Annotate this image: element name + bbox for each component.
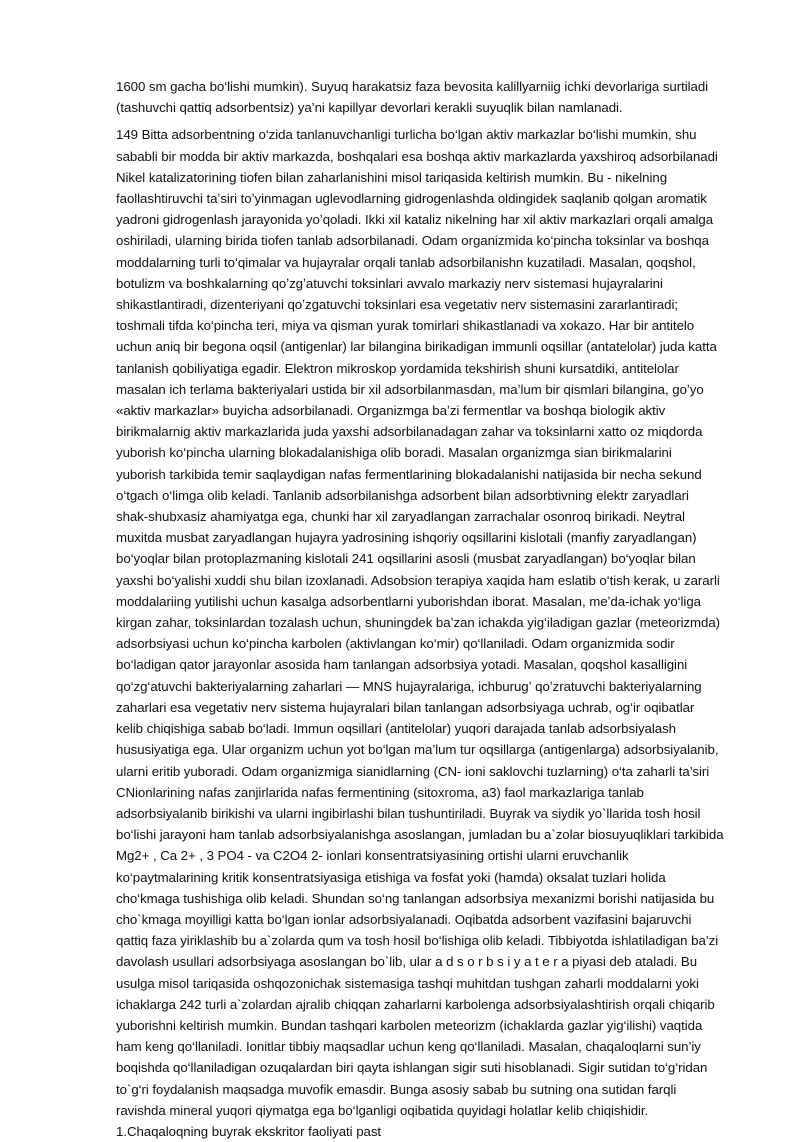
paragraph-adsorption: 149 Bitta adsorbentning o‘zida tanlanuvchanligi turlicha bo‘lgan aktiv markazlar bo‘lishi mumkin, shu sababli bir modda bir aktiv markazda, boshqalari esa boshqa aktiv markazlarda yaxshiroq adsorbilanadi Nikel katalizatorining tiofen bilan zaharlanishini misol tariqasida keltirish mumkin. Bu - nikelning faollashtiruvchi taʼsiri toʼyinmagan uglevodlarning gidrogenlashda oldingidek saqlanib qolgan aromatik yadroni gidrogenlash jarayonida yoʼqoladi. Ikki xil kataliz nikelning har xil aktiv markazlari orqali amalga oshiriladi, ularning birida tiofen tanlab adsorbilanadi. Odam organizmida ko‘pincha toksinlar va boshqa moddalarning turli to‘qimalar va hujayralar orqali tanlab adsorbilanishn kuzatiladi. Masalan, qoqshol, botulizm va boshkalarning qoʼzgʼatuvchi toksinlari avvalo markaziy nerv sistemasi hujayralarini shikastlantiradi, dizenteriyani qoʼzgatuvchi toksinlari esa vegetativ nerv sistemasini zararlantiradi; toshmali tifda ko‘pincha teri, miya va qisman yurak tomirlari shikastlanadi va xokazo. Har bir antitelo uchun aniq bir begona oqsil (antigenlar) lar bilangina birikadigan immunli oqsillar (antatelolar) juda katta tanlanish qobiliyatiga egadir. Elektron mikroskop yordamida tekshirish shuni kursatdiki, antitelolar masalan ich terlama bakteriyalari ustida bir xil adsorbilanmasdan, maʼlum bir qismlari bilangina, goʼyo «aktiv markazlar» buyicha adsorbilanadi. Organizmga baʼzi fermentlar va boshqa biologik aktiv birikmalarnig aktiv markazlarida juda yaxshi adsorbilanadagan zahar va toksinlarni xatto oz miqdorda yuborish ko‘pincha ularning blokadalanishiga olib boradi. Masalan organizmga sian birikmalarini yuborish tarkibida temir saqlaydigan nafas fermentlarining blokadalanishi natijasida bir necha sekund o‘tgach o‘limga olib keladi. Tanlanib adsorbilanishga adsorbent bilan adsorbtivning elektr zaryadlari shak-shubxasiz ahamiyatga ega, chunki har xil zaryadlangan zarrachalar osonroq birikadi. Neytral muxitda musbat zaryadlangan hujayra yadrosining ishqoriy oqsillarini kislotali (manfiy zaryadlangan) bo‘yoqlar bilan protoplazmaning kislotali 241 oqsillarini asosli (musbat zaryadlangan) bo‘yoqlar bilan yaxshi bo‘yalishi xuddi shu bilan izoxlanadi. Adsobsion terapiya xaqida ham eslatib o‘tish kerak, u zararli moddalariing yutilishi uchun kasalga adsorbentlarni yuborishdan iborat. Masalan, meʼda-ichak yo‘liga kirgan zahar, toksinlardan tozalash uchun, shuningdek baʼzan ichakda yig‘iladigan gazlar (meteorizmda) adsorbsiyasi uchun ko‘pincha karbolen (aktivlangan ko‘mir) qo‘llaniladi. Odam organizmida sodir bo‘ladigan qator jarayonlar asosida ham tanlangan adsorbsiya yotadi. Masalan, qoqshol kasalligini qo‘zg‘atuvchi bakteriyalarning zaharlari — MNS hujayralariga, ichburugʼ qoʼzratuvchi bakteriyalarning zaharlari esa vegetativ nerv sistema hujayralari bilan tanlangan adsorbsiyaga uchrab, og‘ir oqibatlar kelib chiqishiga sabab bo‘ladi. Immun oqsillari (antitelolar) yuqori darajada tanlab adsorbsiyalash hususiyatiga ega. Ular organizm uchun yot bo‘lgan ma’lum tur oqsillarga (antigenlarga) adsorbsiyalanib, ularni eritib yuboradi. Odam organizmiga sianidlarning (CN- ioni saklovchi tuzlarning) o‘ta zaharli ta’siri CNionlarining nafas zanjirlarida nafas fermentining (sitoxroma, a3) faol markazlariga tanlab adsorbsiyalanib birikishi va ularni ingibirlashi bilan tushuntiriladi. Buyrak va siydik yo`llarida tosh hosil bo‘lishi jarayoni ham tanlab adsorbsiyalanishga asoslangan, jumladan bu a`zolar biosuyuqliklari tarkibida Mg2+ , Ca 2+ , 3 PO4 - va C2O4 2- ionlari konsentratsiyasining ortishi ularni eruvchanlik ko‘paytmalarining kritik konsentratsiyasiga etishiga va fosfat yoki (hamda) oksalat tuzlari holida cho‘kmaga tushishiga olib keladi. Shundan so‘ng tanlangan adsorbsiya mexanizmi borishi natijasida bu cho`kmaga moyilligi katta bo‘lgan ionlar adsorbsiyalanadi. Oqibatda adsorbent vazifasini bajaruvchi qattiq faza yiriklashib bu a`zolarda qum va tosh hosil bo‘lishiga olib keladi. Tibbiyotda ishlatiladigan ba’zi davolash usullari adsorbsiyaga asoslangan bo`lib, ular a d s o r b s i y a t e r a piyasi deb ataladi. Bu usulga misol tariqasida oshqozonichak sistemasiga tashqi muhitdan tushgan zaharli moddalarni yoki ichaklarga 242 turli a`zolardan ajralib chiqqan zaharlarni karbolenga adsorbsiyalashtirish orqali chiqarib yuborishni keltirish mumkin. Bundan tashqari karbolen meteorizm (ichaklarda gazlar yig‘ilishi) vaqtida ham keng qo‘llaniladi. Ionitlar tibbiy maqsadlar uchun keng qo‘llaniladi. Masalan, chaqaloqlarni sun’iy boqishda qo‘llaniladigan ozuqalardan biri qayta ishlangan sigir suti hisoblanadi. Sigir sutidan to‘g‘ridan to`g‘ri foydalanish maqsadga muvofik emasdir. Bunga asosiy sabab bu sutning ona sutidan farqli ravishda mineral yuqori qiymatga ega bo‘lganligi oqibatida quyidagi holatlar kelib chiqishidir. 1.Chaqaloqning buyrak ekskritor faoliyati past	[116, 127, 724, 1139]
document-page	[116, 76, 724, 1142]
paragraph-intro: 1600 sm gacha bo‘lishi mumkin). Suyuq harakatsiz faza bevosita kalillyarniig ichki devorlariga surtiladi (tashuvchi qattiq adsorbentsiz) ya’ni kapillyar devorlari kerakli suyuqlik bilan namlanadi.	[116, 79, 709, 116]
